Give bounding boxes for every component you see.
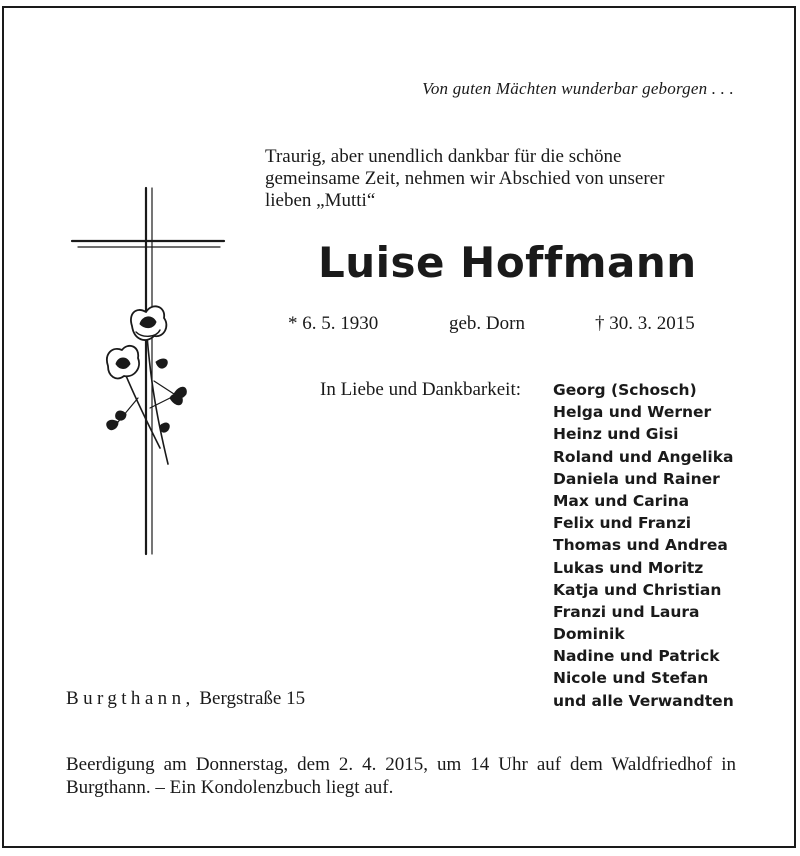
mourner: und alle Verwandten: [553, 691, 734, 710]
address: [66, 688, 305, 710]
mourner: Katja und Christian: [553, 580, 722, 599]
birth-date: * 6. 5. 1930: [288, 313, 379, 334]
mourner: Roland und Angelika: [553, 447, 734, 466]
mourners-list: [553, 379, 734, 712]
mourner: Daniela und Rainer: [553, 469, 720, 488]
maiden-name: geb. Dorn: [449, 313, 525, 334]
motto: Von guten Mächten wunderbar geborgen . . .: [422, 79, 734, 98]
mourner: Franzi und Laura: [553, 602, 700, 621]
intro-text: [265, 146, 725, 212]
mourner: Thomas und Andrea: [553, 536, 728, 555]
address-city: Burgthann,: [66, 688, 195, 709]
mourner: Georg (Schosch): [553, 381, 697, 399]
mourner: Nicole und Stefan: [553, 669, 709, 688]
deceased-name: Luise Hoffmann: [318, 238, 697, 287]
funeral-line: Burgthann. – Ein Kondolenzbuch liegt auf.: [66, 777, 394, 798]
death-date: † 30. 3. 2015: [595, 313, 695, 334]
intro-line: Traurig, aber unendlich dankbar für die schöne: [265, 146, 622, 167]
mourner: Lukas und Moritz: [553, 558, 704, 577]
cross-with-rose-icon: [70, 186, 230, 558]
mourner: Helga und Werner: [553, 403, 712, 422]
mourner: Dominik: [553, 625, 625, 644]
funeral-info: [66, 753, 736, 799]
mourner: Nadine und Patrick: [553, 647, 720, 666]
intro-line: gemeinsame Zeit, nehmen wir Abschied von unserer: [265, 168, 665, 189]
funeral-line: Beerdigung am Donnerstag, dem 2. 4. 2015, um 14 Uhr auf dem Waldfriedhof in: [66, 754, 736, 775]
mourner: Heinz und Gisi: [553, 425, 679, 444]
address-street: Bergstraße 15: [199, 688, 306, 709]
mourner: Max und Carina: [553, 491, 690, 510]
intro-line: lieben „Mutti“: [265, 190, 376, 211]
mourners-label: In Liebe und Dankbarkeit:: [320, 379, 522, 400]
mourner: Felix und Franzi: [553, 514, 692, 533]
